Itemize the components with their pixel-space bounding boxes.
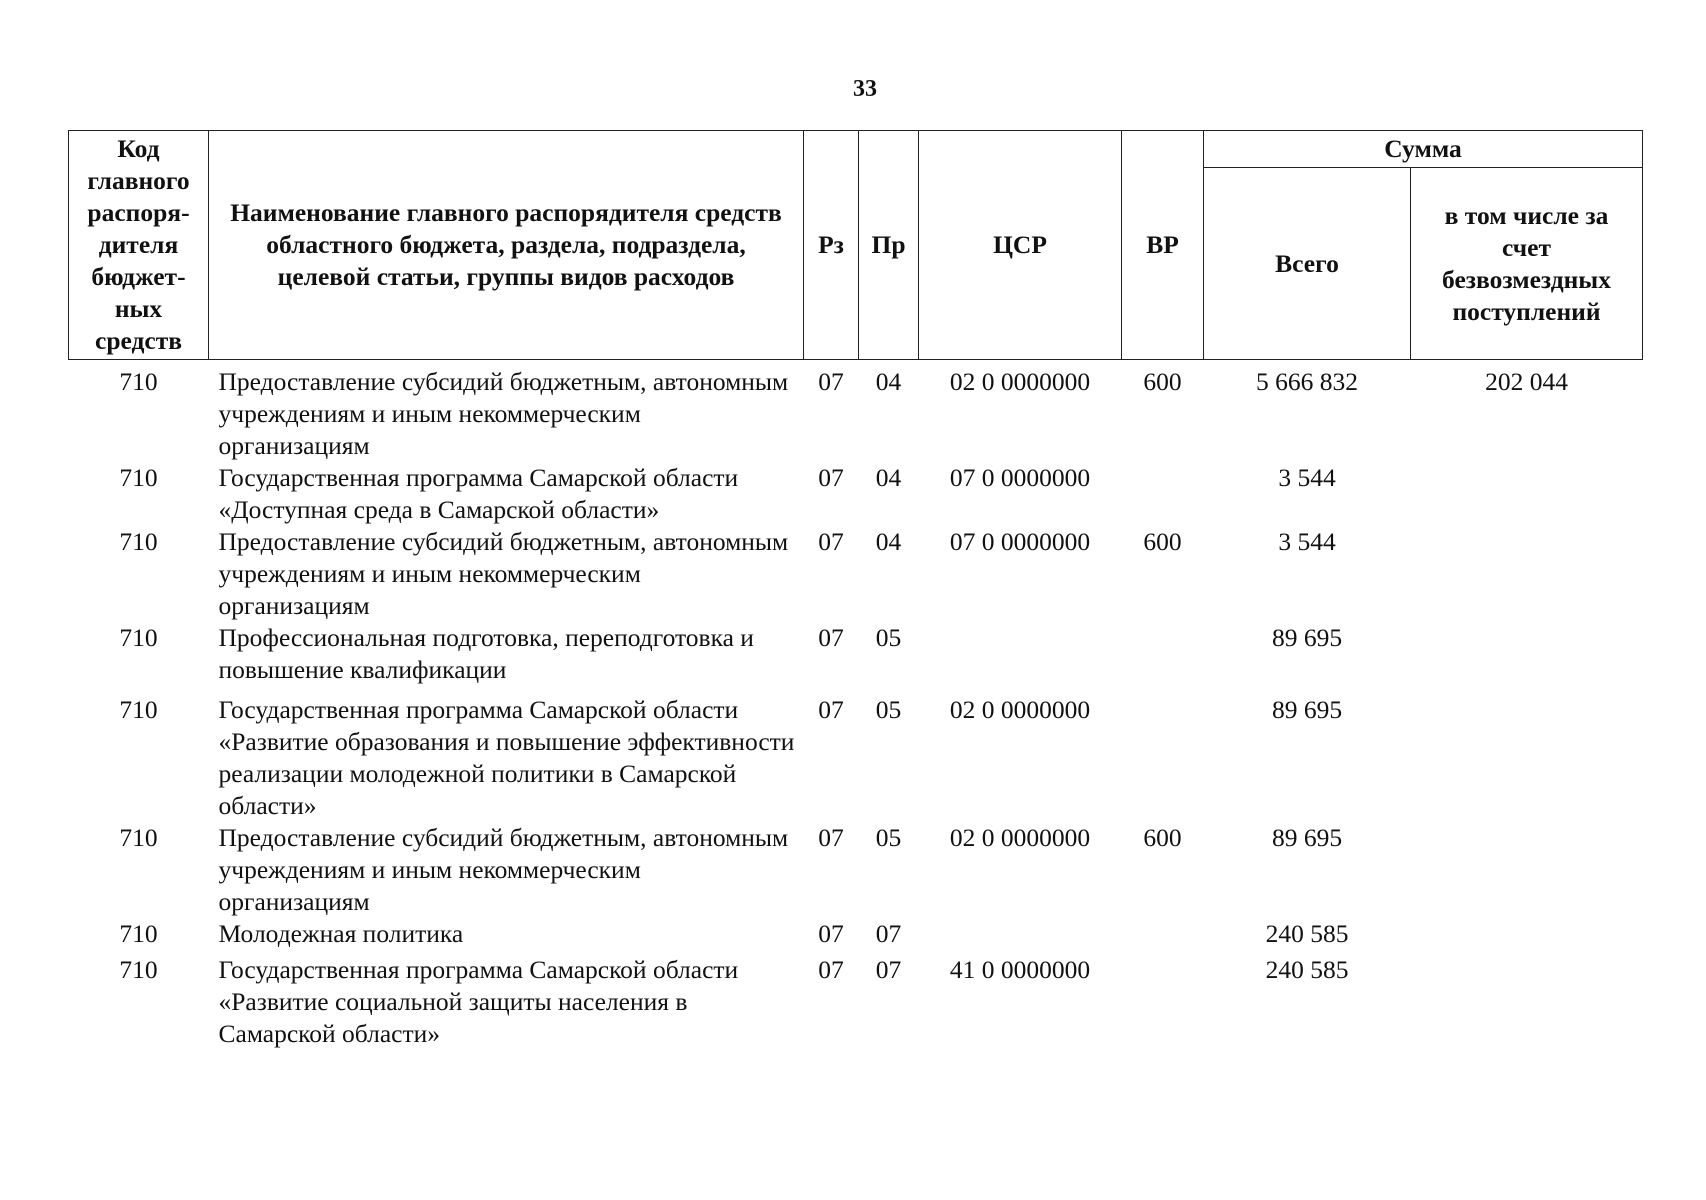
header-name: Наименование главного распорядителя средств областного бюджета, раздела, подраздела, целевой статьи, группы видов расходов xyxy=(209,131,804,360)
cell-total: 89 695 xyxy=(1271,695,1343,724)
cell-total: 3 544 xyxy=(1278,527,1336,556)
cell-free xyxy=(1411,526,1643,622)
table-header xyxy=(69,131,1643,360)
header-free: в том числе за счет безвозмездных поступлений xyxy=(1411,168,1643,360)
budget-table xyxy=(68,130,1643,1050)
cell-rz: 07 xyxy=(818,919,844,948)
cell-name: Профессиональная подготовка, переподготовка и повышение квалификации xyxy=(218,623,754,684)
cell-free xyxy=(1411,918,1643,950)
cell-pr: 07 xyxy=(875,919,902,948)
cell-free xyxy=(1411,686,1643,822)
table-row xyxy=(69,822,1643,918)
cell-rz: 07 xyxy=(818,955,844,984)
cell-code: 710 xyxy=(119,623,158,652)
cell-total: 89 695 xyxy=(1271,823,1343,852)
cell-total: 240 585 xyxy=(1265,955,1349,984)
cell-code: 710 xyxy=(119,527,158,556)
header-total: Всего xyxy=(1204,168,1411,360)
cell-rz: 07 xyxy=(818,823,844,852)
header-vr: ВР xyxy=(1122,131,1204,360)
cell-name: Предоставление субсидий бюджетным, автономным учреждениям и иным некоммерческим организациям xyxy=(218,527,789,620)
cell-free xyxy=(1411,950,1643,1050)
cell-vr: 600 xyxy=(1143,527,1182,556)
cell-pr: 07 xyxy=(875,955,902,984)
table-row xyxy=(69,686,1643,822)
cell-total: 240 585 xyxy=(1265,919,1349,948)
header-csr: ЦСР xyxy=(919,131,1122,360)
cell-csr: 02 0 0000000 xyxy=(949,695,1091,724)
cell-name: Предоставление субсидий бюджетным, автономным учреждениям и иным некоммерческим организациям xyxy=(218,823,789,916)
table-row xyxy=(69,918,1643,950)
cell-vr xyxy=(1122,462,1204,526)
cell-pr: 05 xyxy=(875,695,902,724)
cell-pr: 04 xyxy=(875,367,902,396)
table-row xyxy=(69,360,1643,463)
table-row xyxy=(69,622,1643,686)
cell-total: 5 666 832 xyxy=(1256,367,1358,396)
cell-pr: 04 xyxy=(875,527,902,556)
cell-vr xyxy=(1122,918,1204,950)
cell-csr xyxy=(919,918,1122,950)
cell-code: 710 xyxy=(119,367,158,396)
cell-vr xyxy=(1122,622,1204,686)
header-code: Код главного распоря-дителя бюджет-ных средств xyxy=(69,131,209,360)
cell-csr xyxy=(919,622,1122,686)
cell-code: 710 xyxy=(119,955,158,984)
cell-code: 710 xyxy=(119,463,158,492)
cell-pr: 05 xyxy=(875,823,902,852)
cell-csr: 02 0 0000000 xyxy=(949,367,1091,396)
table-row xyxy=(69,950,1643,1050)
cell-pr: 05 xyxy=(875,623,902,652)
table-row xyxy=(69,526,1643,622)
page-number: 33 xyxy=(853,76,877,102)
cell-rz: 07 xyxy=(818,463,844,492)
cell-vr xyxy=(1122,950,1204,1050)
cell-csr: 41 0 0000000 xyxy=(949,955,1091,984)
header-rz: Рз xyxy=(804,131,859,360)
header-pr: Пр xyxy=(859,131,919,360)
table-row xyxy=(69,462,1643,526)
cell-rz: 07 xyxy=(818,367,844,396)
cell-code: 710 xyxy=(119,823,158,852)
cell-vr xyxy=(1122,686,1204,822)
cell-name: Государственная программа Самарской области «Развитие социальной защиты населения в Самарской области» xyxy=(218,955,739,1048)
cell-csr: 07 0 0000000 xyxy=(949,527,1091,556)
cell-free xyxy=(1411,462,1643,526)
cell-name: Предоставление субсидий бюджетным, автономным учреждениям и иным некоммерческим организациям xyxy=(218,367,789,460)
cell-total: 3 544 xyxy=(1278,463,1336,492)
table-body xyxy=(69,360,1643,1051)
cell-code: 710 xyxy=(119,695,158,724)
cell-vr: 600 xyxy=(1143,367,1182,396)
cell-csr: 02 0 0000000 xyxy=(949,823,1091,852)
cell-total: 89 695 xyxy=(1271,623,1343,652)
cell-free xyxy=(1411,822,1643,918)
cell-vr: 600 xyxy=(1143,823,1182,852)
cell-rz: 07 xyxy=(818,695,844,724)
cell-rz: 07 xyxy=(818,623,844,652)
cell-name: Молодежная политика xyxy=(218,919,464,948)
cell-name: Государственная программа Самарской области «Развитие образования и повышение эффективности реализации молодежной политики в Самарской области» xyxy=(218,695,795,820)
cell-free: 202 044 xyxy=(1485,367,1568,396)
cell-pr: 04 xyxy=(875,463,902,492)
cell-code: 710 xyxy=(119,919,158,948)
cell-csr: 07 0 0000000 xyxy=(949,463,1091,492)
header-sum: Сумма xyxy=(1204,131,1643,168)
cell-name: Государственная программа Самарской области «Доступная среда в Самарской области» xyxy=(218,463,739,524)
cell-rz: 07 xyxy=(818,527,844,556)
cell-free xyxy=(1411,622,1643,686)
